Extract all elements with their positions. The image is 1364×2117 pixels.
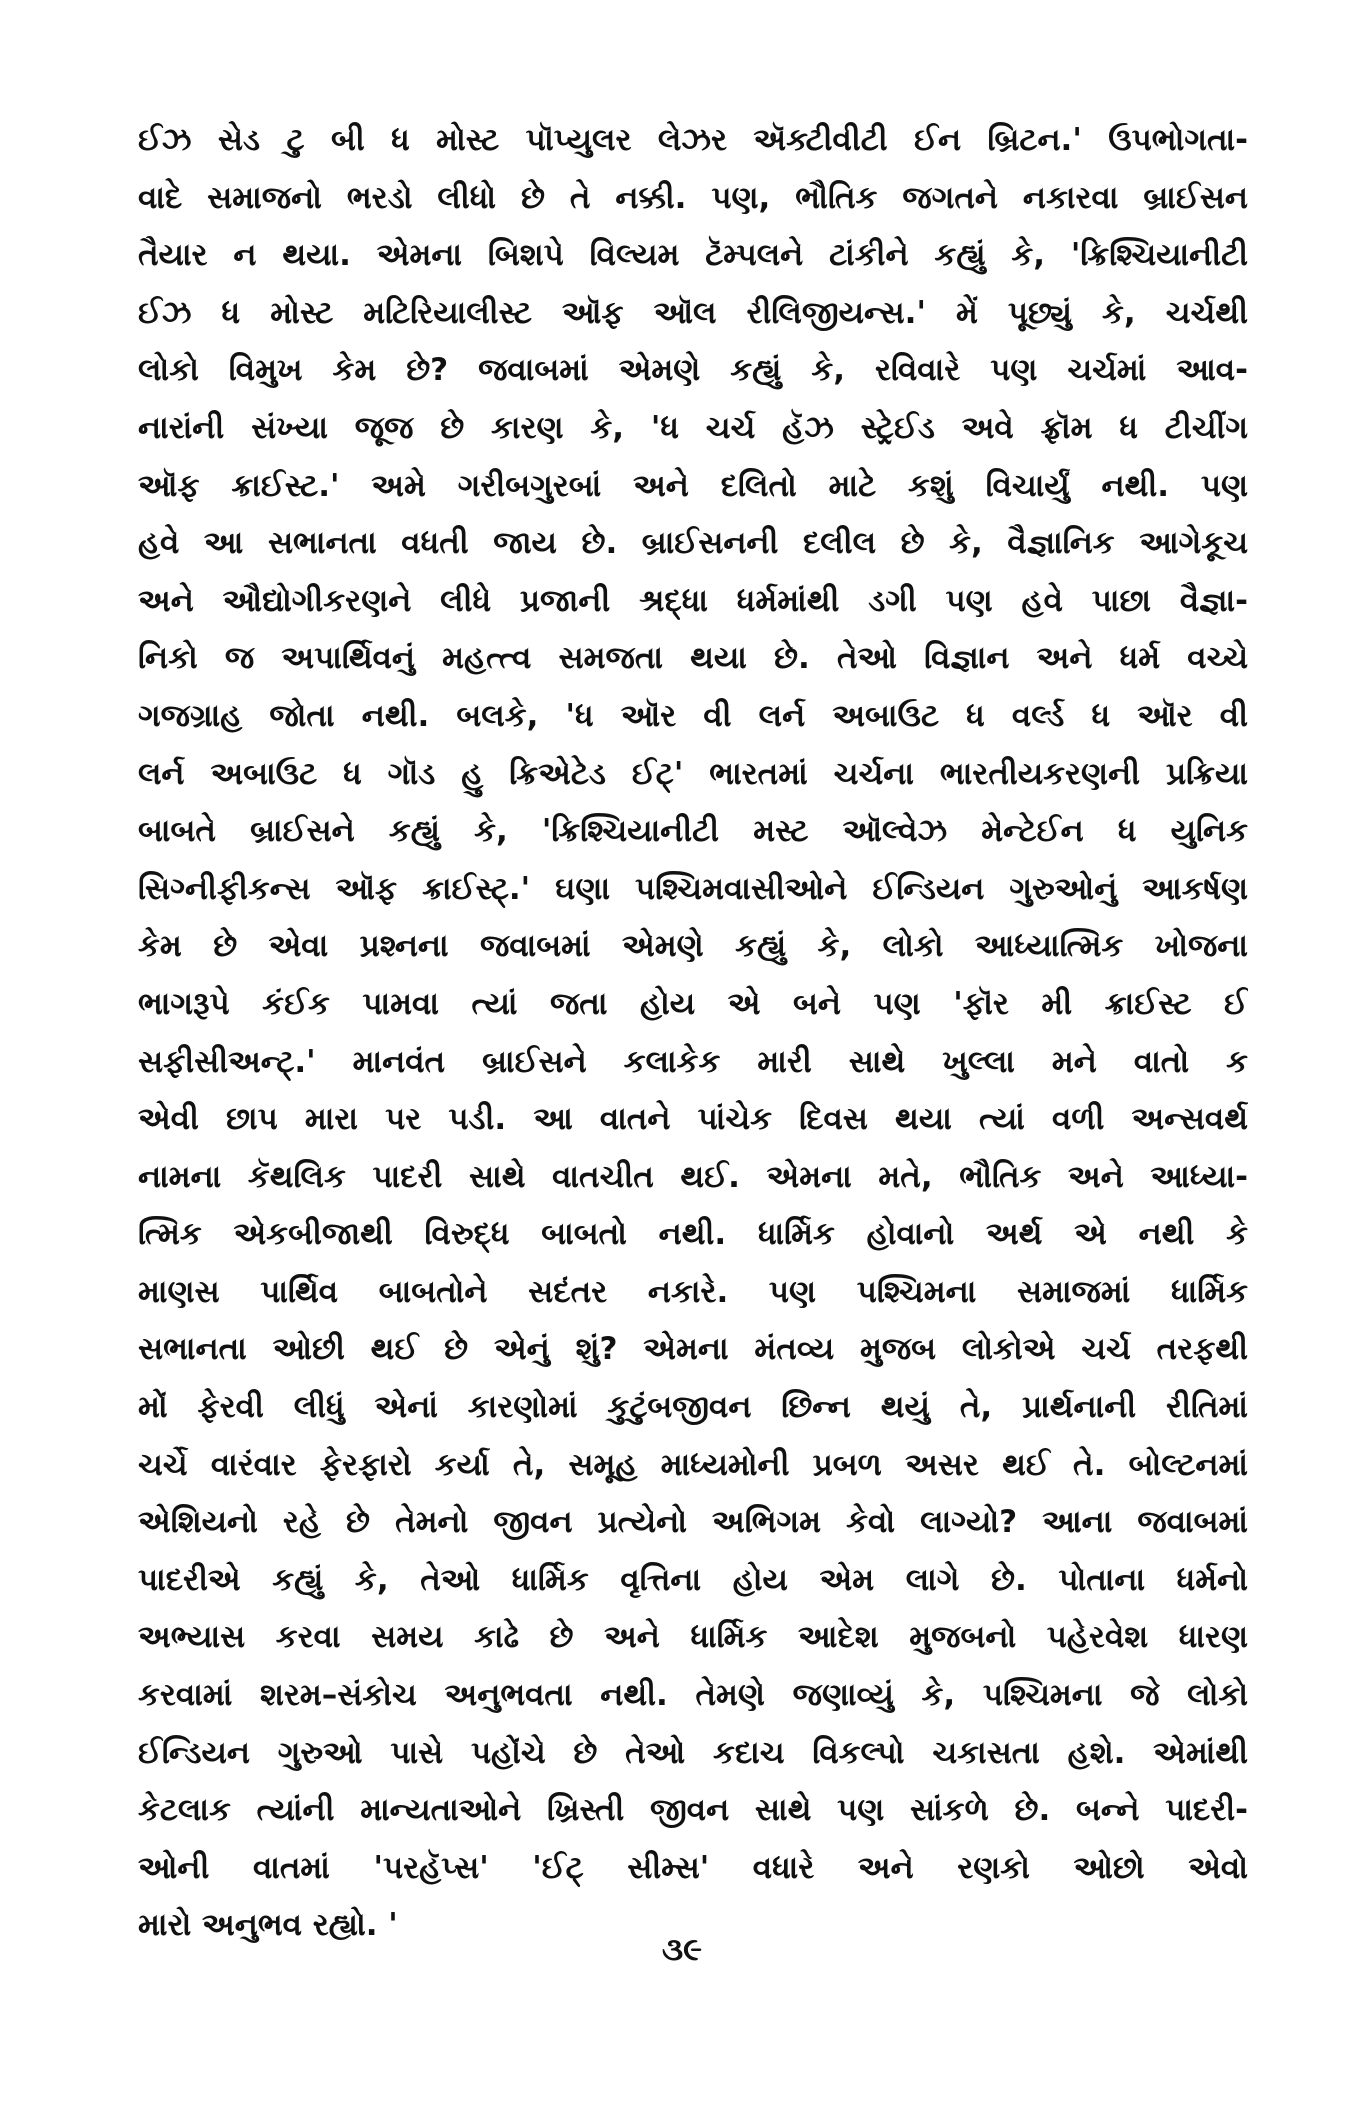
text-line: સિગ્નીફીકન્સ ઑફ ક્રાઈસ્ટ્.' ઘણા પશ્ચિમવાસીઓને ઈન્ડિયન ગુરુઓનું આકર્ષણ	[138, 870, 1248, 907]
text-line: મારો અનુભવ રહ્યો. '	[138, 1907, 398, 1944]
text-line: ચર્ચે વારંવાર ફેરફારો કર્યા તે, સમૂહ માધ્યમોની પ્રબળ અસર થઈ તે. બોલ્ટનમાં	[138, 1446, 1248, 1483]
text-line: કેટલાક ત્યાંની માન્યતાઓને ખ્રિસ્તી જીવન સાથે પણ સાંકળે છે. બન્ને પાદરી-	[138, 1792, 1248, 1829]
body-text	[138, 112, 1248, 1955]
text-line: નામના કૅથલિક પાદરી સાથે વાતચીત થઈ. એમના મતે, ભૌતિક અને આધ્યા-	[138, 1158, 1248, 1195]
text-line: વાદે સમાજનો ભરડો લીધો છે તે નક્કી. પણ, ભૌતિક જગતને નકારવા બ્રાઈસન	[138, 179, 1248, 216]
text-line: મોં ફેરવી લીધું એનાં કારણોમાં કુટુંબજીવન છિન્ન થયું તે, પ્રાર્થનાની રીતિમાં	[138, 1389, 1248, 1426]
text-line: નિકો જ અપાર્થિવનું મહત્ત્વ સમજતા થયા છે. તેઓ વિજ્ઞાન અને ધર્મ વચ્ચે	[138, 640, 1248, 677]
text-line: હવે આ સભાનતા વધતી જાય છે. બ્રાઈસનની દલીલ છે કે, વૈજ્ઞાનિક આગેકૂચ	[138, 525, 1248, 562]
text-line: ગજગ્રાહ જોતા નથી. બલકે, 'ધ ઑર વી લર્ન અબાઉટ ધ વર્લ્ડ ધ ઑર વી	[138, 697, 1248, 734]
text-line: માણસ પાર્થિવ બાબતોને સદંતર નકારે. પણ પશ્ચિમના સમાજમાં ધાર્મિક	[138, 1273, 1248, 1310]
page-number: ૩૯	[661, 1930, 703, 1968]
text-line: લર્ન અબાઉટ ધ ગૉડ હુ ક્રિએટેડ ઈટ્' ભારતમાં ચર્ચના ભારતીયકરણની પ્રક્રિયા	[138, 755, 1248, 792]
text-line: લોકો વિમુખ કેમ છે? જવાબમાં એમણે કહ્યું કે, રવિવારે પણ ચર્ચમાં આવ-	[138, 352, 1248, 389]
text-line: અને ઔદ્યોગીકરણને લીધે પ્રજાની શ્રદ્ધા ધર્મમાંથી ડગી પણ હવે પાછા વૈજ્ઞા-	[138, 582, 1248, 619]
text-line: સભાનતા ઓછી થઈ છે એનું શું? એમના મંતવ્ય મુજબ લોકોએ ચર્ચ તરફથી	[138, 1331, 1248, 1368]
text-line: એશિયનો રહે છે તેમનો જીવન પ્રત્યેનો અભિગમ કેવો લાગ્યો? આના જવાબમાં	[138, 1504, 1248, 1541]
text-line: સફીસીઅન્ટ્.' માનવંત બ્રાઈસને કલાકેક મારી સાથે ખુલ્લા મને વાતો ક	[138, 1043, 1248, 1080]
text-line: અભ્યાસ કરવા સમય કાઢે છે અને ધાર્મિક આદેશ મુજબનો પહેરવેશ ધારણ	[138, 1619, 1248, 1656]
text-line: ત્મિક એકબીજાથી વિરુદ્ધ બાબતો નથી. ધાર્મિક હોવાનો અર્થ એ નથી કે	[138, 1216, 1248, 1253]
text-line: એવી છાપ મારા પર પડી. આ વાતને પાંચેક દિવસ થયા ત્યાં વળી અન્સવર્થ	[138, 1101, 1248, 1138]
text-line: ઈન્ડિયન ગુરુઓ પાસે પહોંચે છે તેઓ કદાચ વિકલ્પો ચકાસતા હશે. એમાંથી	[138, 1734, 1248, 1771]
text-line: તૈયાર ન થયા. એમના બિશપે વિલ્યમ ટૅમ્પલને ટાંકીને કહ્યું કે, 'ક્રિશ્ચિયાનીટી	[138, 237, 1248, 274]
text-line: ઑફ ક્રાઈસ્ટ.' અમે ગરીબગુરબાં અને દલિતો માટે કશું વિચાર્યું નથી. પણ	[138, 467, 1248, 504]
text-line: ઈઝ ધ મોસ્ટ મટિરિયાલીસ્ટ ઑફ ઑલ રીલિજીયન્સ.' મેં પૂછ્યું કે, ચર્ચથી	[138, 294, 1248, 331]
text-line: નારાંની સંખ્યા જૂજ છે કારણ કે, 'ધ ચર્ચ હૅઝ સ્ટ્રેઈડ અવે ફ્રૉમ ધ ટીચીંગ	[138, 409, 1248, 446]
text-line: કરવામાં શરમ–સંકોચ અનુભવતા નથી. તેમણે જણાવ્યું કે, પશ્ચિમના જે લોકો	[138, 1677, 1248, 1714]
text-line: પાદરીએ કહ્યું કે, તેઓ ધાર્મિક વૃત્તિના હોય એમ લાગે છે. પોતાના ધર્મનો	[138, 1561, 1248, 1598]
text-line: કેમ છે એવા પ્રશ્નના જવાબમાં એમણે કહ્યું કે, લોકો આધ્યાત્મિક ખોજના	[138, 928, 1248, 965]
text-line: ઓની વાતમાં 'પરહૅપ્સ' 'ઈટ્ સીમ્સ' વધારે અને રણકો ઓછો એવો	[138, 1849, 1248, 1886]
text-line: બાબતે બ્રાઈસને કહ્યું કે, 'ક્રિશ્ચિયાનીટી મસ્ટ ઑલ્વેઝ મેન્ટેઈન ધ યુનિક	[138, 813, 1248, 850]
text-line: ઈઝ સેડ ટુ બી ધ મોસ્ટ પૉપ્યુલર લેઝર ઍક્ટીવીટી ઈન બ્રિટન.' ઉપભોગતા-	[138, 122, 1248, 158]
text-line: ભાગરૂપે કંઈક પામવા ત્યાં જતા હોય એ બને પણ 'ફૉર મી ક્રાઈસ્ટ ઈ	[138, 985, 1248, 1022]
